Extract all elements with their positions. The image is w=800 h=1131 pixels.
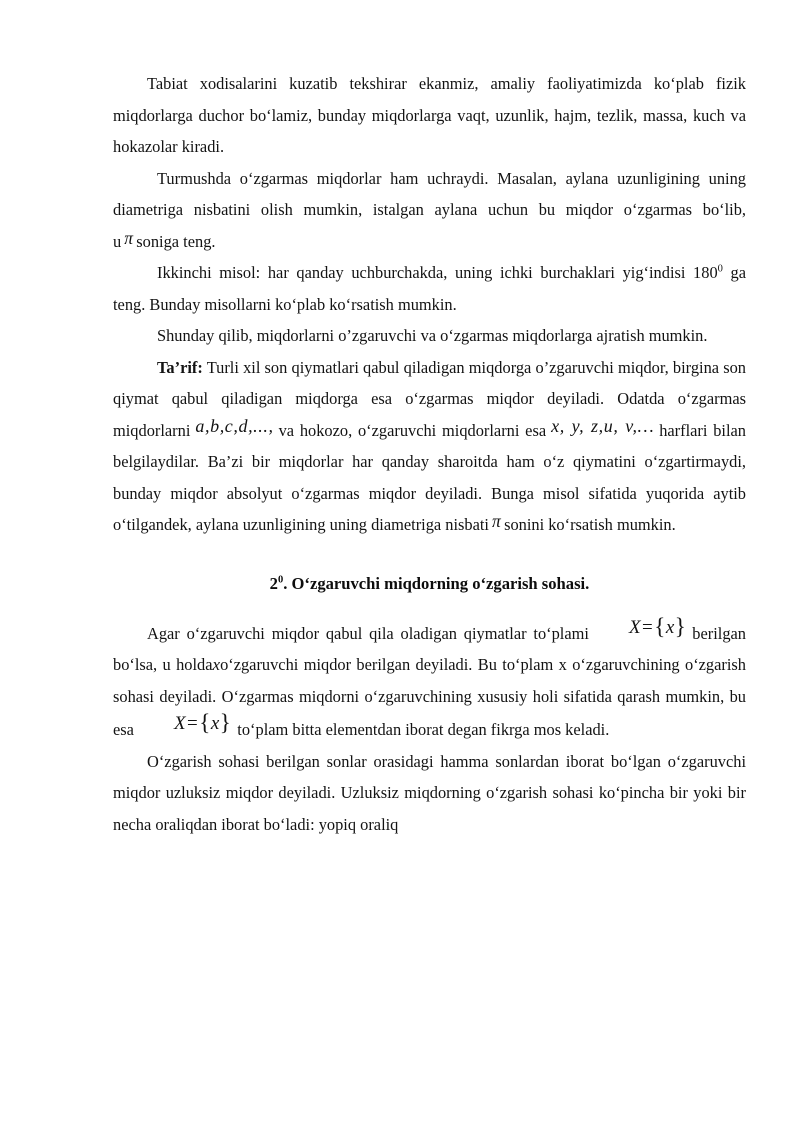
degree-superscript: 0 [717,263,723,275]
math-set-open-brace-1: { [654,613,666,639]
domain-text-d: to‘plam bitta elementdan iborat degan fikrga mos keladi. [237,720,610,739]
paragraph-constants-text-a: Turmushda o‘zgarmas miqdorlar ham uchraydi. Masalan, aylana uzunligining uning diametriga nisbatini olish mumkin, istalgan aylana uchun bu miqdor o‘zgarmas bo‘lib, u [113,168,746,251]
math-set-formula-2 [134,706,237,740]
paragraph-triangle-text-b: ga teng. Bunday misollarni ko‘plab ko‘rsatish mumkin. [113,263,746,314]
paragraph-domain-definition [113,613,746,746]
section-number: 2 [269,573,278,593]
definition-text-a: Turli xil son qiymatlari qabul qiladigan miqdorga o’zgaruvchi miqdor, birgina son qiymat qabul qiladigan miqdorga esa o‘zgarmas miqdor deyiladi. Odatda o‘zgarmas miqdorlarni [113,357,746,440]
section-heading-text: . O‘zgaruvchi miqdorning o‘zgarish sohasi. [283,573,590,593]
spacer-above-heading [113,541,746,568]
pi-symbol-inline-1: π [124,227,134,248]
definition-text-d: sonini ko‘rsatish mumkin. [504,515,676,534]
math-set-close-brace-2: } [219,710,232,735]
math-variable-letters: x, y, z,u, v,… [551,415,655,436]
math-set-lhs-2: X [173,713,187,734]
math-set-element-1: x [665,616,675,638]
paragraph-conclusion-text: Shunday qilib, miqdorlarni o’zgaruvchi va o‘zgarmas miqdorlarga ajratish mumkin. [157,326,708,345]
continuous-text: O‘zgarish sohasi berilgan sonlar orasidagi hamma sonlardan iborat bo‘lgan o‘zgaruvchi miqdor uzluksiz miqdor deyiladi. Uzluksiz miqdorning o‘zgarish sohasi ko‘pincha bir yoki bir necha oraliqdan iborat bo‘ladi: yopiq oraliq [113,751,746,834]
domain-text-b: berilgan bo‘lsa, u holda [113,623,746,674]
math-set-lhs-1: X [628,616,642,638]
math-set-equals-1: = [642,616,654,638]
paragraph-triangle-example [113,257,746,320]
paragraph-constants-example [113,163,746,258]
definition-text-c: harflari bilan belgilaydilar. Ba’zi bir miqdorlar har qanday sharoitda ham o‘z qiymatini o‘zgartirmaydi, bunday miqdor absolyut o‘zgarmas miqdor deyiladi. Bunga misol sifatida yuqorida aytib o‘tilgandek, aylana uzunligining uning diametriga nisbati [113,420,746,534]
paragraph-continuous-quantity [113,746,746,841]
paragraph-constants-text-b: soniga teng. [136,231,216,251]
math-set-open-brace-2: { [199,710,211,735]
definition-text-b: va hokozo, o‘zgaruvchi miqdorlarni esa [278,420,547,440]
paragraph-conclusion [113,320,746,352]
math-set-element-2: x [210,713,220,734]
pi-symbol-inline-2: π [491,511,502,531]
math-set-formula-1 [589,610,692,644]
domain-text-a: Agar o‘zgaruvchi miqdor qabul qila oladigan qiymatlar to‘plami [147,623,589,643]
section-number-superscript: 0 [277,573,284,585]
math-set-equals-2: = [187,713,199,734]
math-constant-letters: a,b,c,d,..., [195,415,274,436]
section-heading [113,568,746,599]
paragraph-intro-text: Tabiat xodisalarini kuzatib tekshirar ekanmiz, amaliy faoliyatimizda ko‘plab fizik miqdorlarga duchor bo‘lamiz, bunday miqdorlarga vaqt, uzunlik, hajm, tezlik, massa, kuch va hokazolar kiradi. [113,74,746,156]
paragraph-intro [113,68,746,163]
math-set-close-brace-1: } [674,613,687,639]
definition-label: Ta’rif: [157,357,203,377]
paragraph-triangle-text-a: Ikkinchi misol: har qanday uchburchakda, uning ichki burchaklari yig‘indisi 180 [157,263,718,282]
paragraph-definition [113,352,746,541]
math-variable-x-inline: x [212,655,221,674]
domain-text-c: o‘zgaruvchi miqdor berilgan deyiladi. Bu to‘plam x o‘zgaruvchining o‘zgarish sohasi deyiladi. O‘zgarmas miqdorni o‘zgaruvchining xususiy holi sifatida qarash mumkin, bu esa [113,655,746,739]
page-content [113,68,746,840]
